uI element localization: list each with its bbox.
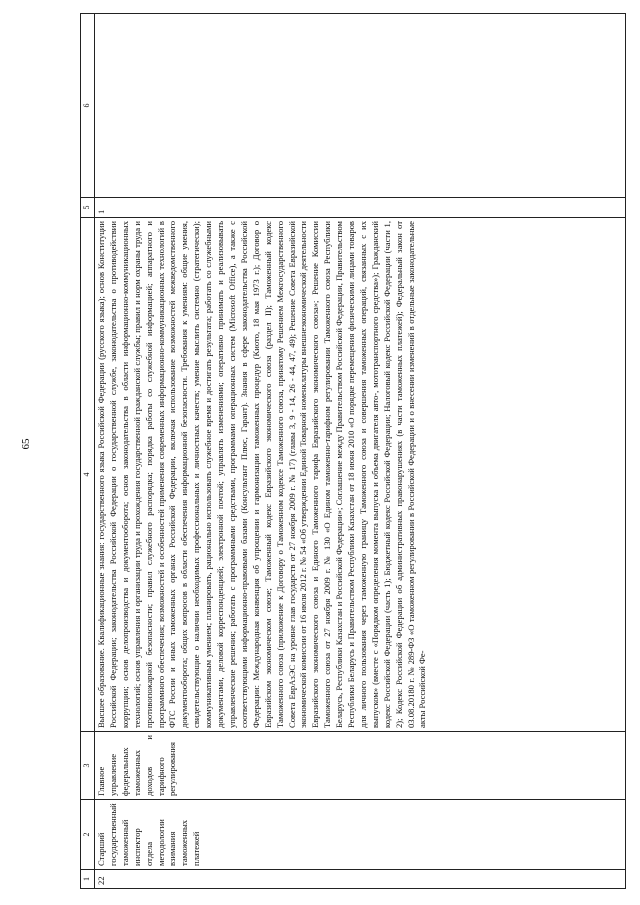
column-header-3: 3 [81, 732, 95, 800]
column-header-6: 6 [81, 14, 95, 198]
column-header-4: 4 [81, 218, 95, 732]
column-5-value: 1 [95, 198, 626, 218]
position-title: Старший государственный таможенный инспектор отдела методологии взимания таможенных платежей [95, 800, 626, 870]
page-number: 65 [20, 438, 32, 450]
column-6-value [95, 14, 626, 198]
column-header-2: 2 [81, 800, 95, 870]
staffing-table [80, 13, 626, 889]
qualification-requirements: Высшее образование. Квалификационные знания: государственного языка Российской Федерации (русского языка); основ Конституции Российской Федерации; законодательства Российской Федерации о государственной службе, законодательства о противодействии коррупции; основ делопроизводства и документооборота; основ законодательства в области информационно-коммуникационных технологий; основ управления и организации труда и прохождения государственной гражданской службы; правил и норм охраны труда и противопожарной безопасности; правил служебного распорядка; порядка работы со служебной информацией; аппаратного и программного обеспечения; возможностей и особенностей применения современных информационно-коммуникационных технологий в ФТС России и иных таможенных органах Российской Федерации, включая использование возможностей межведомственного документооборота; общих вопросов в области обеспечения информационной безопасности. Требования к умениям: общие умения, свидетельствующие о наличии необходимых профессиональных и личностных качеств; умение мыслить системно (стратегически); коммуникативным умением; планировать, рационально использовать служебное время и достигать результата; работать со служебными документами, деловой корреспонденцией; электронной почтой; управлять изменениями; оперативно принимать и реализовывать управленческие решения; работать с программными средствами, программами операционных систем (Microsoft Office), а также с соответствующими информационно-правовыми базами (Консультант Плюс, Гарант). Знания в сфере законодательства Российской Федерации: Международная конвенция об упрощении и гармонизации таможенных процедур (Киото, 18 мая 1973 г.); Договор о Евразийском экономическом союзе; Таможенный кодекс Евразийского экономического союза (раздел II); Таможенный кодекс Таможенного союза (приложение к Договору о Таможенном кодексе Таможенного союза, принятому Решением Межгосударственного Совета ЕврАзЭС на уровне глав государств от 27 ноября 2009 г. № 17) (главы 3, 9 - 14, 26 - 44, 47, 49); Решение Совета Евразийской экономической комиссии от 16 июля 2012 г. № 54 «Об утверждении Единой Товарной номенклатуры внешнеэкономической деятельности Евразийского экономического союза и Единого Таможенного тарифа Евразийского экономического союза»; Решение Комиссии Таможенного союза от 27 ноября 2009 г. № 130 «О Едином таможенно-тарифном регулировании Таможенного союза Республики Беларусь, Республики Казахстан и Российской Федерации»; Соглашение между Правительством Российской Федерации, Правительством Республики Беларусь и Правительством Республики Казахстан от 18 июня 2010 «О порядке перемещения физическими лицами товаров для личного пользования через таможенную границу Таможенного союза и совершения таможенных операций, связанных с их выпуском» (вместе с «Порядком определения момента выпуска и объема двигателя авто-, мототранспортного средства»); Гражданский кодекс Российской Федерации (часть 1); Бюджетный кодекс Российской Федерации; Налоговый кодекс Российской Федерации (части 1, 2); Кодекс Российской Федерации об административных правонарушениях (в части таможенных платежей); Федеральный закон от 03.08.20180 г. № 289-ФЗ «О таможенном регулировании в Российской Федерации и о внесении изменений в отдельные законодательные акты Российской Фе- [95, 218, 626, 732]
rotated-table-container [80, 14, 626, 889]
header-row [81, 14, 95, 889]
department-name: Главное управление федеральных таможенных доходов и тарифного регулирования [95, 732, 626, 800]
column-header-5: 5 [81, 198, 95, 218]
row-number: 22 [95, 870, 626, 889]
column-header-1: 1 [81, 870, 95, 889]
table-row [95, 14, 626, 889]
